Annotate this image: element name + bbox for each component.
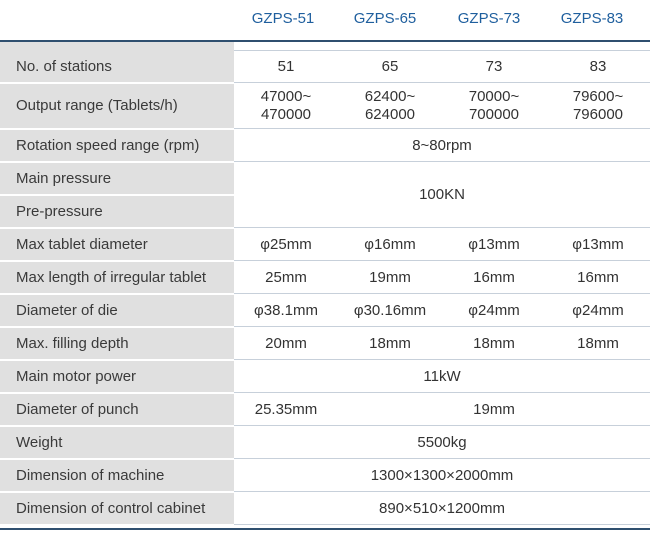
table-row [0, 492, 650, 525]
cell: φ16mm [338, 228, 442, 261]
table-row [0, 83, 650, 129]
row-label: Max length of irregular tablet [0, 261, 234, 294]
cell: φ24mm [442, 294, 546, 327]
cell: 100KN [234, 162, 650, 228]
cell: φ13mm [442, 228, 546, 261]
model-gzps-51: GZPS-51 [251, 10, 315, 27]
cell: 18mm [338, 327, 442, 360]
table-row [0, 459, 650, 492]
cell: 1300×1300×2000mm [234, 459, 650, 492]
model-gzps-73: GZPS-73 [457, 10, 521, 27]
cell: φ13mm [546, 228, 650, 261]
row-label: Pre-pressure [0, 195, 234, 228]
cell: 19mm [338, 261, 442, 294]
table-row [0, 294, 650, 327]
table-row [0, 360, 650, 393]
model-gzps-83: GZPS-83 [560, 10, 624, 27]
cell: 62400~ 624000 [338, 83, 442, 129]
row-label: Diameter of punch [0, 393, 234, 426]
table-row [0, 162, 650, 195]
spec-table [0, 42, 650, 526]
cell: 70000~ 700000 [442, 83, 546, 129]
cell: 8~80rpm [234, 129, 650, 162]
table-row [0, 327, 650, 360]
model-gzps-65: GZPS-65 [353, 10, 417, 27]
cell: 20mm [234, 327, 338, 360]
table-row [0, 129, 650, 162]
cell: 18mm [546, 327, 650, 360]
cell: φ38.1mm [234, 294, 338, 327]
cell: 73 [442, 51, 546, 83]
row-label: Main motor power [0, 360, 234, 393]
row-label: Output range (Tablets/h) [0, 83, 234, 129]
table-row [0, 393, 650, 426]
cell: 11kW [234, 360, 650, 393]
row-label: No. of stations [0, 51, 234, 83]
cell: 83 [546, 51, 650, 83]
row-label: Dimension of machine [0, 459, 234, 492]
row-label: Max tablet diameter [0, 228, 234, 261]
cell: 19mm [338, 393, 650, 426]
model-header [0, 0, 670, 40]
row-label: Max. filling depth [0, 327, 234, 360]
row-label: Weight [0, 426, 234, 459]
row-label: Rotation speed range (rpm) [0, 129, 234, 162]
bottom-rule [0, 528, 650, 530]
table-row [0, 228, 650, 261]
row-label: Main pressure [0, 162, 234, 195]
table-row [0, 51, 650, 83]
table-row [0, 426, 650, 459]
cell: 18mm [442, 327, 546, 360]
cell: 16mm [546, 261, 650, 294]
cell: φ25mm [234, 228, 338, 261]
cell: 890×510×1200mm [234, 492, 650, 525]
table-row [0, 261, 650, 294]
cell: 79600~ 796000 [546, 83, 650, 129]
cell: 65 [338, 51, 442, 83]
row-label: Dimension of control cabinet [0, 492, 234, 525]
cell: 47000~ 470000 [234, 83, 338, 129]
cell: 5500kg [234, 426, 650, 459]
row-label: Diameter of die [0, 294, 234, 327]
cell: 25.35mm [234, 393, 338, 426]
cell: 51 [234, 51, 338, 83]
cell: φ30.16mm [338, 294, 442, 327]
cell: φ24mm [546, 294, 650, 327]
cell: 16mm [442, 261, 546, 294]
spacer-row [0, 42, 650, 51]
cell: 25mm [234, 261, 338, 294]
